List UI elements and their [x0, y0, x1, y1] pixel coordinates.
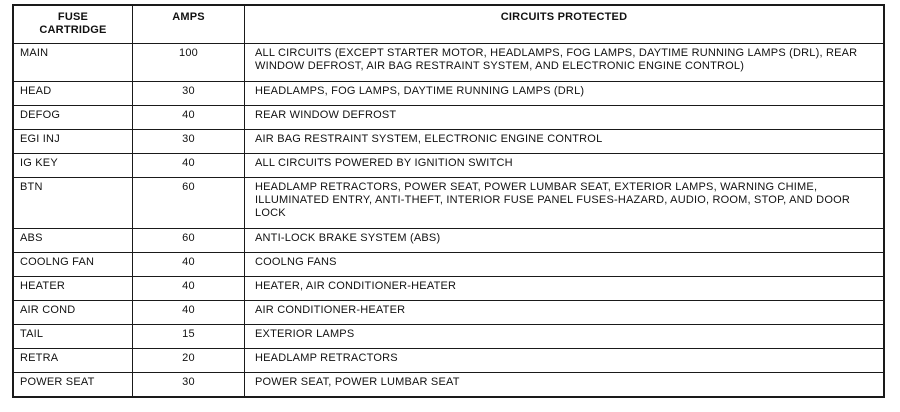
fuse-cell: RETRA — [13, 349, 133, 373]
amps-cell: 40 — [133, 301, 245, 325]
circuits-cell: HEADLAMPS, FOG LAMPS, DAYTIME RUNNING LAMPS (DRL) — [245, 82, 885, 106]
table-row — [13, 178, 884, 229]
amps-cell: 30 — [133, 373, 245, 398]
fuse-cell: POWER SEAT — [13, 373, 133, 398]
amps-cell: 20 — [133, 349, 245, 373]
table-row — [13, 349, 884, 373]
header-amps: AMPS — [133, 5, 245, 44]
table-row — [13, 154, 884, 178]
fuse-cell: BTN — [13, 178, 133, 229]
circuits-cell: EXTERIOR LAMPS — [245, 325, 885, 349]
amps-cell: 40 — [133, 106, 245, 130]
table-row — [13, 373, 884, 398]
table-row — [13, 253, 884, 277]
circuits-cell: HEATER, AIR CONDITIONER-HEATER — [245, 277, 885, 301]
amps-cell: 15 — [133, 325, 245, 349]
table-row — [13, 44, 884, 82]
table-header-row — [13, 5, 884, 44]
circuits-cell: REAR WINDOW DEFROST — [245, 106, 885, 130]
table-row — [13, 325, 884, 349]
amps-cell: 30 — [133, 130, 245, 154]
circuits-cell: ALL CIRCUITS (EXCEPT STARTER MOTOR, HEADLAMPS, FOG LAMPS, DAYTIME RUNNING LAMPS (DRL), REAR WINDOW DEFROST, AIR BAG RESTRAINT SYSTEM, AND ELECTRONIC ENGINE CONTROL) — [245, 44, 885, 82]
fuse-cell: IG KEY — [13, 154, 133, 178]
table-row — [13, 82, 884, 106]
header-fuse-cartridge — [13, 5, 133, 44]
amps-cell: 40 — [133, 154, 245, 178]
table-row — [13, 106, 884, 130]
fuse-cartridge-table — [12, 4, 885, 398]
header-fuse-label: FUSE CARTRIDGE — [39, 11, 107, 36]
table-row — [13, 229, 884, 253]
circuits-cell: COOLNG FANS — [245, 253, 885, 277]
circuits-cell: POWER SEAT, POWER LUMBAR SEAT — [245, 373, 885, 398]
circuits-cell: ALL CIRCUITS POWERED BY IGNITION SWITCH — [245, 154, 885, 178]
fuse-cell: TAIL — [13, 325, 133, 349]
circuits-cell: AIR CONDITIONER-HEATER — [245, 301, 885, 325]
amps-cell: 60 — [133, 229, 245, 253]
fuse-cell: EGI INJ — [13, 130, 133, 154]
amps-cell: 60 — [133, 178, 245, 229]
circuits-cell: ANTI-LOCK BRAKE SYSTEM (ABS) — [245, 229, 885, 253]
circuits-cell: HEADLAMP RETRACTORS — [245, 349, 885, 373]
fuse-cell: HEAD — [13, 82, 133, 106]
table-row — [13, 130, 884, 154]
amps-cell: 100 — [133, 44, 245, 82]
amps-cell: 40 — [133, 277, 245, 301]
amps-cell: 40 — [133, 253, 245, 277]
fuse-cell: HEATER — [13, 277, 133, 301]
fuse-cell: DEFOG — [13, 106, 133, 130]
amps-cell: 30 — [133, 82, 245, 106]
header-circuits-protected: CIRCUITS PROTECTED — [245, 5, 885, 44]
circuits-cell: HEADLAMP RETRACTORS, POWER SEAT, POWER LUMBAR SEAT, EXTERIOR LAMPS, WARNING CHIME, ILLUMINATED ENTRY, ANTI-THEFT, INTERIOR FUSE PANEL FUSES-HAZARD, AUDIO, ROOM, STOP, AND DOOR LOCK — [245, 178, 885, 229]
fuse-cell: MAIN — [13, 44, 133, 82]
table-row — [13, 277, 884, 301]
fuse-table-container — [12, 4, 885, 398]
table-row — [13, 301, 884, 325]
fuse-cell: ABS — [13, 229, 133, 253]
fuse-cell: COOLNG FAN — [13, 253, 133, 277]
circuits-cell: AIR BAG RESTRAINT SYSTEM, ELECTRONIC ENGINE CONTROL — [245, 130, 885, 154]
fuse-cell: AIR COND — [13, 301, 133, 325]
